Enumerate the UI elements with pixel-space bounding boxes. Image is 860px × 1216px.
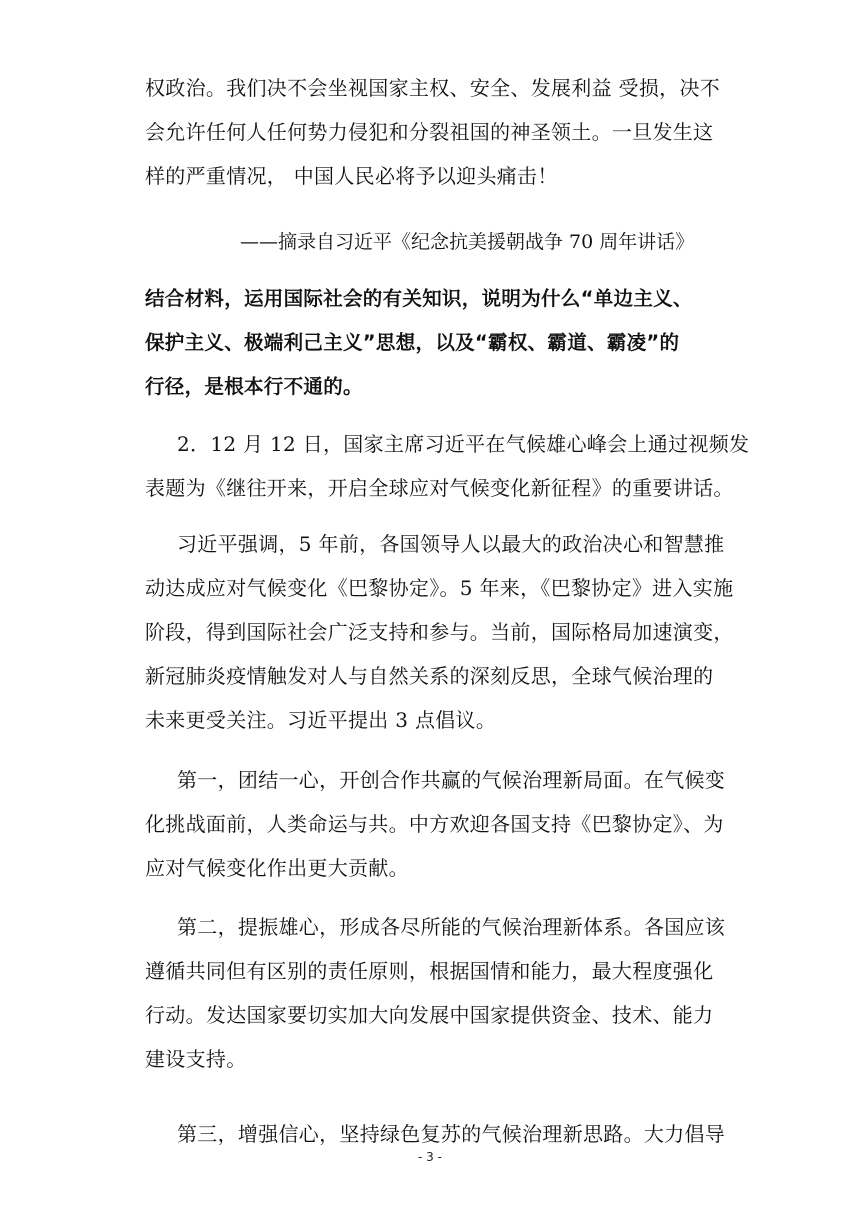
text-line: 建设支持。: [145, 1047, 247, 1071]
text-line: 结合材料，运用国际社会的有关知识，说明为什么“单边主义、: [145, 287, 693, 310]
text-line: 保护主义、极端利己主义”思想，以及“霸权、霸道、霸凌”的: [145, 331, 680, 354]
page-number: - 3 -: [418, 1150, 442, 1164]
text-line: 行径，是根本行不通的。: [145, 375, 363, 398]
quote-paragraph: [145, 66, 720, 198]
text-line: 未来更受关注。习近平提出 3 点倡议。: [145, 708, 497, 732]
text-line: 新冠肺炎疫情触发对人与自然关系的深刻反思，全球气候治理的: [145, 664, 714, 688]
question-2-paragraph-3: [145, 905, 726, 1081]
text-line: 第二，提振雄心，形成各尽所能的气候治理新体系。各国应该: [177, 915, 726, 939]
text-line: 样的严重情况， 中国人民必将予以迎头痛击！: [145, 164, 558, 188]
question-2-paragraph-2: [145, 758, 726, 890]
text-line: 化挑战面前，人类命运与共。中方欢迎各国支持《巴黎协定》、为: [145, 812, 724, 836]
question-prompt: [145, 277, 720, 409]
text-line: 习近平强调，5 年前，各国领导人以最大的政治决心和智慧推: [177, 532, 725, 556]
text-line: 遵循共同但有区别的责任原则，根据国情和能力，最大程度强化: [145, 959, 714, 983]
text-line: 动达成应对气候变化《巴黎协定》。5 年来，《巴黎协定》进入实施: [145, 576, 734, 600]
text-line: 应对气候变化作出更大贡献。: [145, 856, 409, 880]
question-2-paragraph-1: [145, 522, 734, 742]
quote-attribution: ——摘录自习近平《纪念抗美援朝战争 70 周年讲话》: [240, 231, 695, 253]
text-line: 第一，团结一心，开创合作共赢的气候治理新局面。在气候变: [177, 768, 726, 792]
text-line: 第三，增强信心，坚持绿色复苏的气候治理新思路。大力倡导: [177, 1122, 726, 1146]
question-2-intro: [145, 422, 750, 510]
text-line: 阶段，得到国际社会广泛支持和参与。当前，国际格局加速演变，: [145, 620, 734, 644]
text-line: 表题为《继往开来，开启全球应对气候变化新征程》的重要讲话。: [145, 476, 734, 500]
text-line: 会允许任何人任何势力侵犯和分裂祖国的神圣领土。一旦发生这: [145, 120, 714, 144]
text-line: 行动。发达国家要切实加大向发展中国家提供资金、技术、能力: [145, 1003, 714, 1027]
text-line: 2．12 月 12 日，国家主席习近平在气候雄心峰会上通过视频发: [177, 432, 750, 456]
text-line: 权政治。我们决不会坐视国家主权、安全、发展利益 受损，决不: [145, 76, 721, 100]
